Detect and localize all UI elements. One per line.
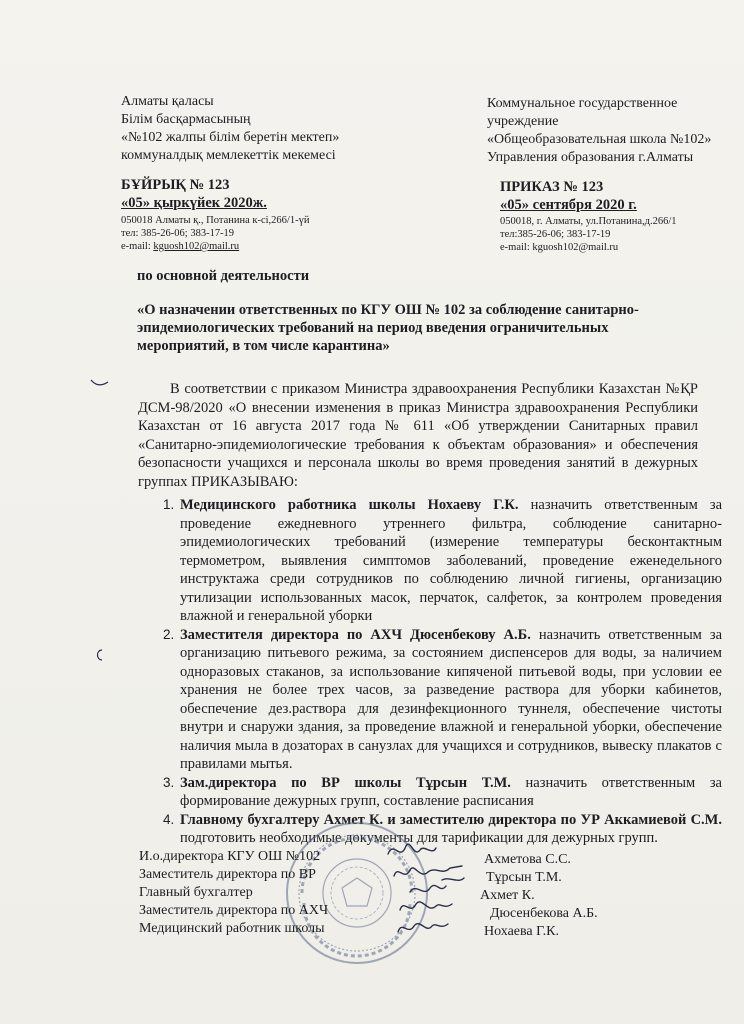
contact-address: 050018, г. Алматы, ул.Потанина,д.266/1	[500, 216, 677, 227]
order-date-left: «05» қыркүйек 2020ж.	[121, 195, 267, 211]
contact-email-value[interactable]: kguosh102@mail.ru	[532, 242, 619, 253]
header-left-line: «№102 жалпы білім беретін мектеп»	[121, 130, 340, 145]
order-item	[178, 774, 722, 811]
order-right	[500, 178, 637, 214]
order-item	[178, 496, 722, 626]
item-duties: подготовить необходимые документы для тарификации для дежурных групп.	[180, 830, 658, 846]
header-right-line: «Общеобразовательная школа №102»	[487, 132, 712, 147]
subject-line: «О назначении ответственных по КГУ ОШ № 102 за соблюдение санитарно-	[137, 302, 639, 318]
order-item	[178, 626, 722, 774]
contact-phone: тел: 385-26-06; 383-17-19	[121, 228, 235, 239]
contacts-left	[121, 214, 309, 253]
order-number-left: БҰЙРЫҚ № 123	[121, 177, 230, 193]
order-number-right: ПРИКАЗ № 123	[500, 179, 604, 195]
document-category: по основной деятельности	[137, 268, 310, 284]
signature-name: Тұрсын Т.М.	[486, 870, 562, 885]
contacts-right	[500, 215, 677, 254]
item-responsible: Заместителя директора по АХЧ Дюсенбекову А.Б.	[180, 626, 531, 643]
document-preamble	[138, 380, 698, 491]
contact-email-link[interactable]: kguosh102@mail.ru	[153, 241, 240, 252]
item-responsible: Зам.директора по ВР школы Тұрсын Т.М.	[180, 774, 511, 791]
item-responsible: Медицинского работника школы Нохаеву Г.К.	[180, 497, 519, 513]
header-right	[487, 95, 711, 167]
header-left-line: Алматы қаласы	[121, 94, 214, 109]
contact-email-row	[500, 241, 677, 254]
signature-name: Ахметова С.С.	[484, 852, 571, 867]
item-duties: назначить ответственным за формирование дежурных групп, составление расписания	[180, 774, 722, 809]
contact-email-label: e-mail:	[500, 242, 533, 253]
header-left	[121, 93, 339, 165]
contact-email-row	[121, 240, 309, 253]
contact-address: 050018 Алматы қ., Потанина к-сі,266/1-үй	[121, 215, 310, 226]
item-duties: назначить ответственным за организацию питьевого режима, за состоянием диспенсеров для воды, за наличием одноразовых стаканов, за использование кипяченой питьевой воды, при условии ее хранения не более трех часов, за разведение раствора для уборки кабинетов, обеспечение дез.раствора для дезинфекционного туннеля, обеспечение чистоты внутри и снаружи здания, за проведение влажной и генеральной уборки, обеспечение наличия мыла в дозаторах в санузлах для учащихся и сотрудников, вывеску плакатов с правилами мытья.	[180, 626, 723, 772]
margin-mark-icon	[90, 378, 110, 388]
preamble-paragraph: В соответствии с приказом Министра здравоохранения Республики Казахстан №ҚР ДСМ-98/2020 «О внесении изменения в приказ Министра здравоохранения Республики Казахстан от 16 августа 2017 года № 611 «Об утверждении Санитарных правил «Санитарно-эпидемиологические требования к объектам образования» и обеспечения безопасности учащихся и персонала школы во время проведения занятий в дежурных группах ПРИКАЗЫВАЮ:	[138, 381, 698, 490]
signature-name: Дюсенбекова А.Б.	[490, 906, 598, 921]
order-items	[154, 496, 722, 848]
header-left-line: Білім басқармасының	[121, 112, 251, 127]
signature-name: Ахмет К.	[480, 888, 535, 903]
header-right-line: учреждение	[487, 114, 559, 129]
contact-phone: тел:385-26-06; 383-17-19	[500, 229, 611, 240]
handwritten-signatures-icon	[380, 836, 490, 946]
order-left	[121, 176, 267, 212]
subject-line: мероприятий, в том числе карантина»	[137, 338, 390, 354]
header-left-line: коммуналдық мемлекеттік мекемесі	[121, 148, 336, 163]
signature-positions	[139, 848, 328, 938]
signature-position: И.о.директора КГУ ОШ №102	[139, 849, 321, 864]
header-right-line: Управления образования г.Алматы	[487, 150, 694, 165]
signature-position: Главный бухгалтер	[139, 885, 253, 900]
signature-names	[480, 851, 598, 941]
header-right-line: Коммунальное государственное	[487, 96, 678, 111]
signature-position: Заместитель директора по АХЧ	[139, 903, 329, 918]
item-duties: назначить ответственным за проведение ежедневного утреннего фильтра, соблюдение санитарно-эпидемиологических требований (измерение температуры бесконтактным термометром, выявления симптомов заболеваний, проведение еженедельного инструктажа среди сотрудников по соблюдению личной гигиены, организацию утилизации использованных масок, перчаток, салфеток, за контролем проведения влажной и генеральной уборки	[180, 497, 722, 624]
subject-line: эпидемиологических требований на период введения ограничительных	[137, 320, 609, 336]
order-date-right: «05» сентября 2020 г.	[500, 197, 637, 213]
document-subject	[137, 301, 639, 355]
item-responsible: Главному бухгалтеру Ахмет К. и заместителю директора по УР Аккамиевой С.М.	[180, 811, 722, 828]
signature-position: Медицинский работник школы	[139, 921, 325, 936]
margin-mark-icon	[92, 648, 112, 662]
signature-position: Заместитель директора по ВР	[139, 867, 316, 882]
signature-name: Нохаева Г.К.	[484, 924, 559, 939]
contact-email-label: e-mail:	[121, 241, 154, 252]
